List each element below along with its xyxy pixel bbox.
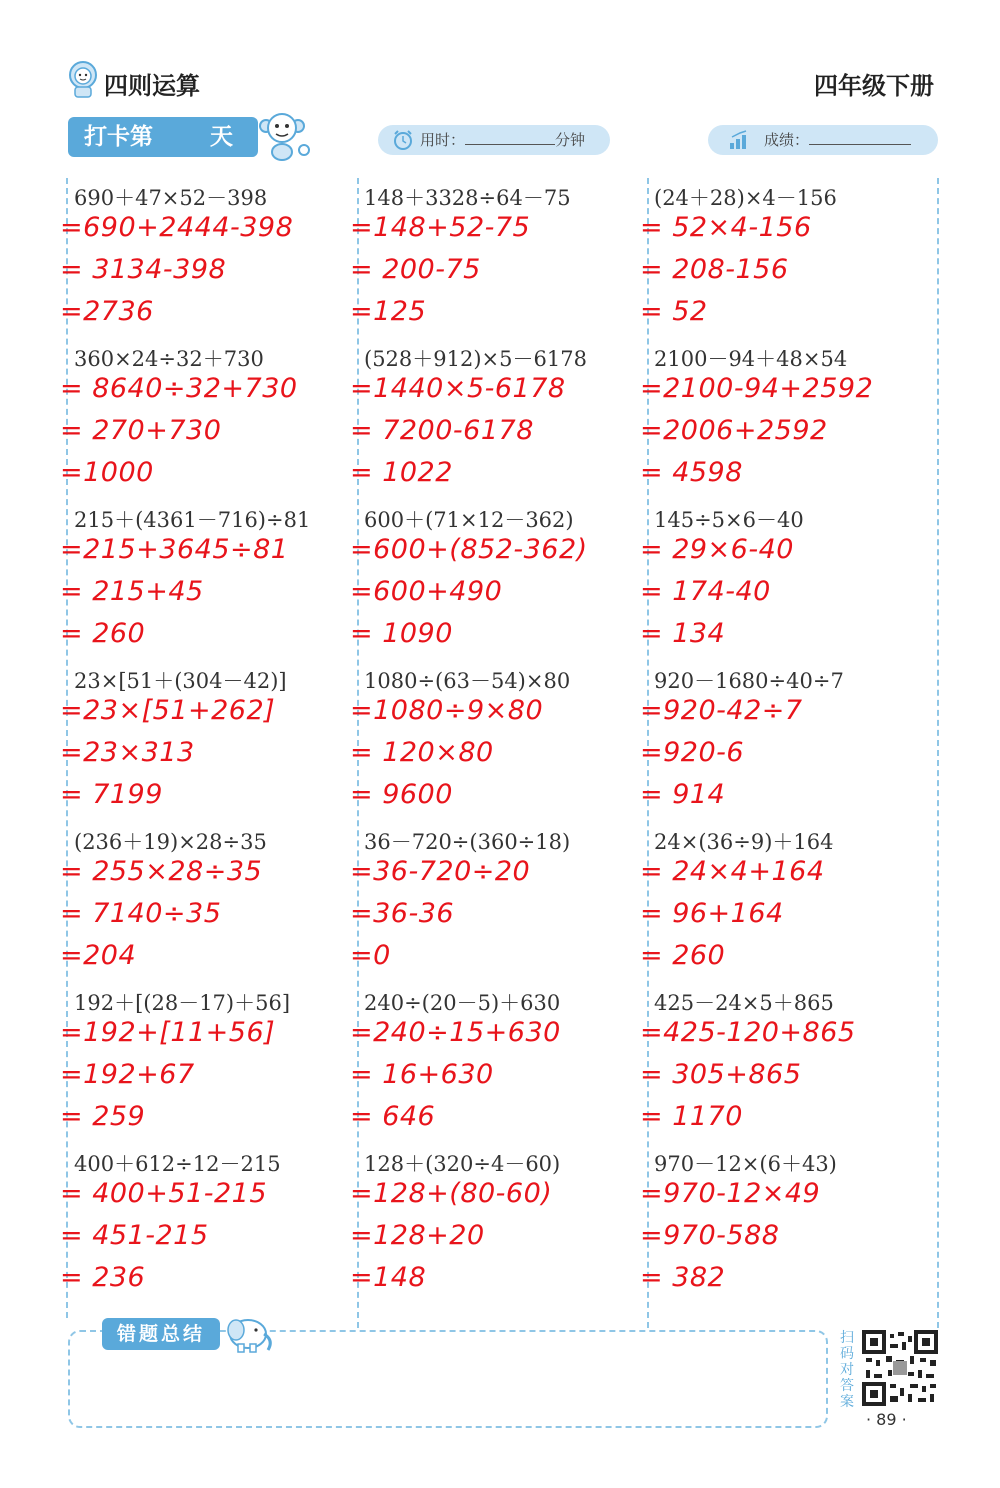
handwritten-step: = 451-215 [60, 1220, 209, 1251]
handwritten-step: = 646 [350, 1101, 436, 1132]
problem-item [60, 341, 340, 502]
problem-expression: 600＋(71×12－362) [364, 508, 574, 532]
page-title: 四则运算 [104, 72, 200, 100]
problem-item [60, 502, 340, 663]
handwritten-step: =1080÷9×80 [350, 695, 544, 726]
column-divider-right [937, 178, 939, 1328]
elephant-mascot-icon [222, 1310, 276, 1354]
problem-expression: 1080÷(63－54)×80 [364, 669, 571, 693]
handwritten-step: = 7200-6178 [350, 415, 534, 446]
handwritten-step: = 208-156 [640, 254, 789, 285]
time-unit: 分钟 [555, 131, 586, 149]
problem-expression: 970－12×(6＋43) [654, 1152, 837, 1176]
handwritten-step: = 382 [640, 1262, 726, 1293]
handwritten-step: = 260 [640, 940, 726, 971]
handwritten-step: = 120×80 [350, 737, 494, 768]
handwritten-step: = 174-40 [640, 576, 771, 607]
problem-item [60, 824, 340, 985]
problem-item [350, 985, 630, 1146]
handwritten-step: =970-12×49 [640, 1178, 821, 1209]
lion-mascot-icon [66, 60, 100, 98]
handwritten-step: =148+52-75 [350, 212, 531, 243]
problem-expression: 240÷(20－5)＋630 [364, 991, 561, 1015]
problem-item [640, 985, 920, 1146]
handwritten-step: = 16+630 [350, 1059, 494, 1090]
grade-label: 四年级下册 [814, 72, 934, 100]
handwritten-step: = 259 [60, 1101, 146, 1132]
problem-item [60, 1146, 340, 1307]
mistake-summary-tab: 错题总结 [102, 1318, 220, 1350]
handwritten-step: = 52×4-156 [640, 212, 812, 243]
problem-expression: 128＋(320÷4－60) [364, 1152, 561, 1176]
monkey-mascot-icon [256, 110, 312, 162]
handwritten-step: =920-42÷7 [640, 695, 803, 726]
handwritten-step: =600+(852-362) [350, 534, 588, 565]
problem-item [350, 180, 630, 341]
problem-item [350, 502, 630, 663]
problem-item [640, 824, 920, 985]
score-label: 成绩： [764, 131, 810, 149]
handwritten-step: = 52 [640, 296, 708, 327]
handwritten-step: = 914 [640, 779, 726, 810]
score-blank[interactable] [809, 126, 911, 145]
qr-caption: 扫码对答案 [840, 1330, 854, 1410]
problem-expression: 145÷5×6－40 [654, 508, 804, 532]
problem-item [350, 824, 630, 985]
problem-expression: 24×(36÷9)＋164 [654, 830, 834, 854]
score-field [708, 125, 938, 155]
problem-expression: (528＋912)×5－6178 [364, 347, 587, 371]
handwritten-step: =192+67 [60, 1059, 195, 1090]
page-number: · 89 · [866, 1410, 907, 1429]
problem-item [350, 341, 630, 502]
problem-expression: 690＋47×52－398 [74, 186, 268, 210]
handwritten-step: = 134 [640, 618, 726, 649]
alarm-clock-icon [392, 129, 414, 151]
handwritten-step: = 24×4+164 [640, 856, 825, 887]
problem-item [350, 1146, 630, 1307]
handwritten-step: =128+(80-60) [350, 1178, 553, 1209]
problem-item [60, 180, 340, 341]
problem-expression: 148＋3328÷64－75 [364, 186, 571, 210]
problem-expression: (236＋19)×28÷35 [74, 830, 267, 854]
problem-item [640, 180, 920, 341]
handwritten-step: = 400+51-215 [60, 1178, 267, 1209]
problem-expression: 2100－94＋48×54 [654, 347, 848, 371]
handwritten-step: = 200-75 [350, 254, 481, 285]
handwritten-step: =36-720÷20 [350, 856, 531, 887]
handwritten-step: = 1022 [350, 457, 453, 488]
problem-item [640, 341, 920, 502]
handwritten-step: =970-588 [640, 1220, 780, 1251]
handwritten-step: =425-120+865 [640, 1017, 856, 1048]
handwritten-step: =204 [60, 940, 137, 971]
problem-item [60, 985, 340, 1146]
checkin-banner [68, 117, 258, 157]
handwritten-step: =920-6 [640, 737, 745, 768]
handwritten-step: =192+[11+56] [60, 1017, 276, 1048]
handwritten-step: =690+2444-398 [60, 212, 294, 243]
handwritten-step: = 7140÷35 [60, 898, 222, 929]
handwritten-step: = 9600 [350, 779, 453, 810]
problem-expression: 920－1680÷40÷7 [654, 669, 844, 693]
handwritten-step: =215+3645÷81 [60, 534, 289, 565]
handwritten-step: =240÷15+630 [350, 1017, 561, 1048]
handwritten-step: =1440×5-6178 [350, 373, 566, 404]
handwritten-step: = 260 [60, 618, 146, 649]
handwritten-step: =2736 [60, 296, 154, 327]
handwritten-step: = 29×6-40 [640, 534, 794, 565]
handwritten-step: =23×313 [60, 737, 195, 768]
handwritten-step: = 1090 [350, 618, 453, 649]
problem-item [640, 502, 920, 663]
handwritten-step: =128+20 [350, 1220, 485, 1251]
checkin-day-label: 天 [210, 124, 233, 150]
time-field [378, 125, 610, 155]
handwritten-step: =23×[51+262] [60, 695, 276, 726]
bar-chart-icon [728, 129, 750, 151]
handwritten-step: = 7199 [60, 779, 163, 810]
problem-item [640, 663, 920, 824]
handwritten-step: = 1170 [640, 1101, 743, 1132]
handwritten-step: =2006+2592 [640, 415, 828, 446]
problem-expression: 400＋612÷12－215 [74, 1152, 281, 1176]
handwritten-step: =36-36 [350, 898, 455, 929]
handwritten-step: = 236 [60, 1262, 146, 1293]
handwritten-step: = 3134-398 [60, 254, 227, 285]
problem-item [640, 1146, 920, 1307]
time-blank[interactable] [465, 126, 555, 145]
problem-expression: 23×[51＋(304－42)] [74, 669, 287, 693]
problem-expression: 36－720÷(360÷18) [364, 830, 571, 854]
problem-item [60, 663, 340, 824]
handwritten-step: =148 [350, 1262, 427, 1293]
problem-expression: 192＋[(28－17)＋56] [74, 991, 291, 1015]
handwritten-step: = 305+865 [640, 1059, 802, 1090]
handwritten-step: =125 [350, 296, 427, 327]
handwritten-step: = 255×28÷35 [60, 856, 263, 887]
handwritten-step: = 96+164 [640, 898, 784, 929]
problem-item [350, 663, 630, 824]
time-label: 用时： [420, 131, 466, 149]
handwritten-step: = 4598 [640, 457, 743, 488]
handwritten-step: = 270+730 [60, 415, 222, 446]
handwritten-step: =600+490 [350, 576, 503, 607]
handwritten-step: =0 [350, 940, 391, 971]
handwritten-step: = 215+45 [60, 576, 204, 607]
problem-expression: 360×24÷32＋730 [74, 347, 264, 371]
problem-expression: 425－24×5＋865 [654, 991, 834, 1015]
checkin-label: 打卡第 [84, 124, 153, 150]
qr-code-icon[interactable] [862, 1330, 938, 1406]
handwritten-step: = 8640÷32+730 [60, 373, 298, 404]
problem-expression: (24＋28)×4－156 [654, 186, 837, 210]
problem-expression: 215＋(4361－716)÷81 [74, 508, 311, 532]
handwritten-step: =2100-94+2592 [640, 373, 874, 404]
handwritten-step: =1000 [60, 457, 154, 488]
